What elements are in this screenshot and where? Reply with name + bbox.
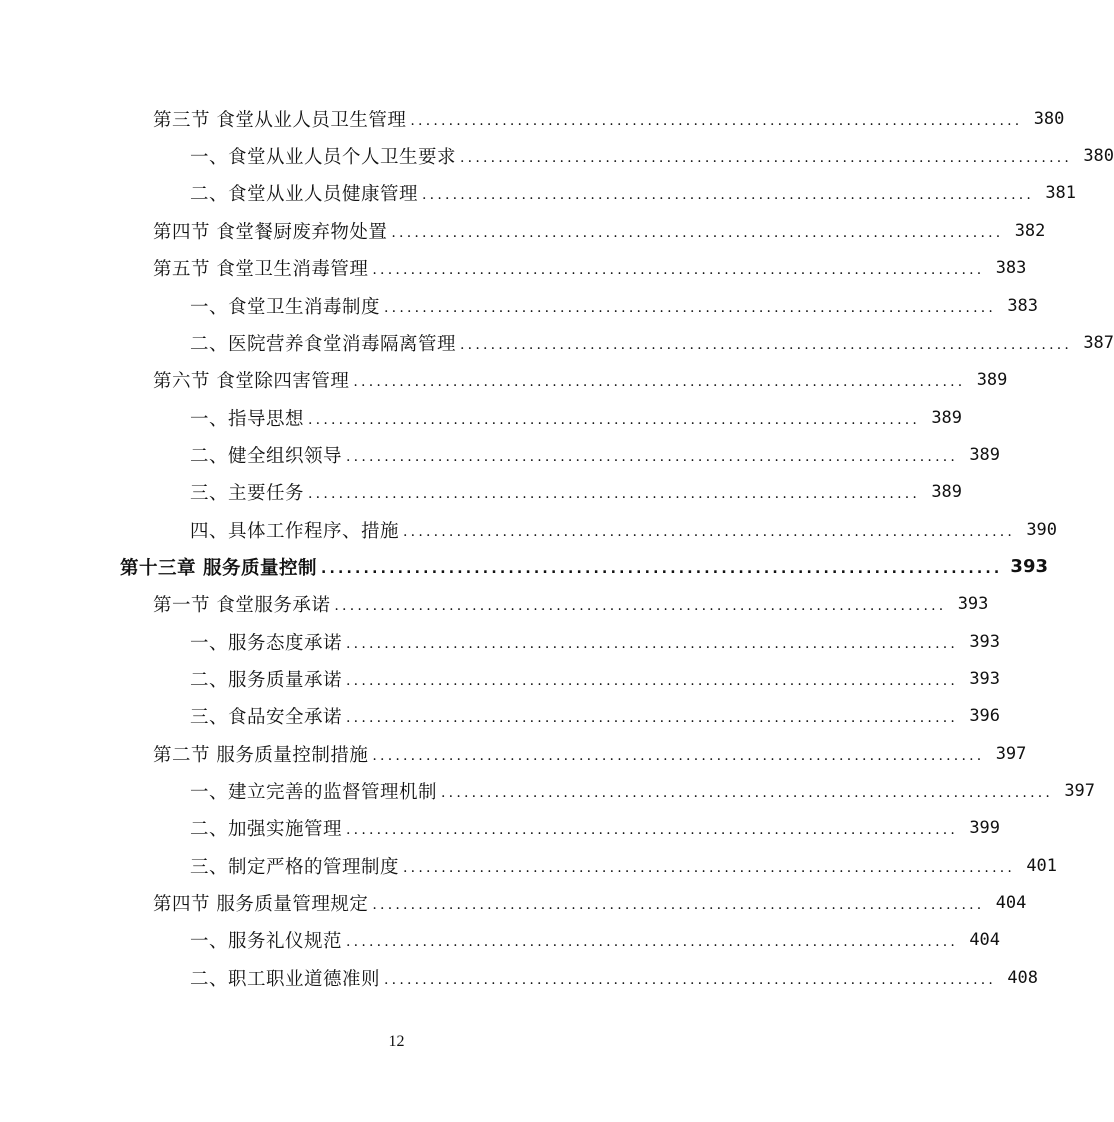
dot-leader: ................................................................................ (441, 784, 1054, 801)
toc-entry-page: 383 (995, 257, 1027, 278)
dot-leader: ................................................................................ (372, 747, 985, 764)
toc-entry-title: 三、主要任务 (190, 482, 305, 504)
toc-entry-page: 387 (1083, 332, 1114, 353)
toc-entry-item (190, 697, 1001, 734)
dot-leader: ................................................................................ (403, 859, 1016, 876)
toc-entry-title: 一、食堂从业人员个人卫生要求 (190, 146, 457, 168)
toc-entry-page: 390 (1026, 519, 1058, 540)
toc-entry-title: 第六节 食堂除四害管理 (153, 370, 350, 392)
toc-entry-item (190, 436, 1001, 473)
toc-entry-title: 四、具体工作程序、措施 (190, 520, 400, 542)
toc-entry-page: 408 (1007, 967, 1039, 988)
dot-leader: ................................................................................ (422, 186, 1035, 203)
toc-entry-page: 393 (957, 593, 989, 614)
toc-entry-item (190, 287, 1039, 324)
dot-leader: ................................................................................ (384, 299, 997, 316)
toc-entry-page: 389 (931, 407, 963, 428)
toc-entry-title: 一、食堂卫生消毒制度 (190, 296, 381, 318)
toc-entry-title: 一、指导思想 (190, 408, 305, 430)
toc-entry-item (190, 511, 1058, 548)
dot-leader: ................................................................................ (460, 336, 1073, 353)
toc-entry-title: 第一节 食堂服务承诺 (153, 594, 331, 616)
dot-leader: ................................................................................ (410, 112, 1023, 129)
toc-entry-title: 第三节 食堂从业人员卫生管理 (153, 109, 407, 131)
toc-entry-title: 二、健全组织领导 (190, 445, 343, 467)
toc-entry-page: 380 (1083, 145, 1114, 166)
toc-entry-title: 二、食堂从业人员健康管理 (190, 183, 419, 205)
toc-entry-page: 382 (1014, 220, 1046, 241)
dot-leader: ................................................................................ (372, 261, 985, 278)
toc-entry-page: 389 (931, 481, 963, 502)
dot-leader: ................................................................................ (346, 672, 959, 689)
toc-entry-page: 397 (1064, 780, 1096, 801)
toc-entry-section (153, 100, 1065, 137)
toc-entry-title: 二、职工职业道德准则 (190, 968, 381, 990)
toc-entry-item (190, 660, 1001, 697)
toc-entry-page: 396 (969, 705, 1001, 726)
toc-entry-page: 393 (969, 668, 1001, 689)
toc-entry-section (153, 249, 1027, 286)
toc-entry-page: 399 (969, 817, 1001, 838)
toc-entry-title: 第二节 服务质量控制措施 (153, 744, 369, 766)
toc-entry-title: 一、建立完善的监督管理机制 (190, 781, 438, 803)
toc-entry-section (153, 361, 1008, 398)
dot-leader: ................................................................................ (353, 373, 966, 390)
dot-leader: ................................................................................ (346, 821, 959, 838)
dot-leader: ................................................................................ (384, 971, 997, 988)
dot-leader: ................................................................................ (308, 485, 921, 502)
toc-entry-item (190, 324, 1114, 361)
toc-entry-title: 第四节 食堂餐厨废弃物处置 (153, 221, 388, 243)
toc-entry-item (190, 809, 1001, 846)
toc-entry-title: 二、服务质量承诺 (190, 669, 343, 691)
dot-leader: ................................................................................ (320, 560, 1003, 577)
dot-leader: ................................................................................ (460, 149, 1073, 166)
toc-entry-page: 404 (969, 929, 1001, 950)
toc-entry-title: 第四节 服务质量管理规定 (153, 893, 369, 915)
toc-entry-page: 383 (1007, 295, 1039, 316)
toc-entry-section (153, 585, 989, 622)
dot-leader: ................................................................................ (346, 635, 959, 652)
toc-entry-section (153, 884, 1027, 921)
toc-entry-item (190, 623, 1001, 660)
toc-entry-item (190, 399, 963, 436)
toc-entry-page: 404 (995, 892, 1027, 913)
dot-leader: ................................................................................ (346, 448, 959, 465)
toc-entry-title: 二、医院营养食堂消毒隔离管理 (190, 333, 457, 355)
toc-entry-item (190, 847, 1058, 884)
toc-entry-page: 380 (1033, 108, 1065, 129)
toc-entry-item (190, 959, 1039, 996)
toc-entry-page: 393 (969, 631, 1001, 652)
dot-leader: ................................................................................ (346, 709, 959, 726)
toc-entry-page: 401 (1026, 855, 1058, 876)
toc-entry-title: 二、加强实施管理 (190, 818, 343, 840)
toc-entry-page: 389 (976, 369, 1008, 390)
toc-entry-item (190, 772, 1096, 809)
dot-leader: ................................................................................ (308, 411, 921, 428)
toc-entry-title: 三、制定严格的管理制度 (190, 856, 400, 878)
dot-leader: ................................................................................ (372, 896, 985, 913)
dot-leader: ................................................................................ (334, 597, 947, 614)
toc-entry-title: 一、服务态度承诺 (190, 632, 343, 654)
toc-entry-item (190, 473, 963, 510)
toc-entry-title: 第十三章 服务质量控制 (120, 557, 317, 579)
toc-entry-title: 一、服务礼仪规范 (190, 930, 343, 952)
dot-leader: ................................................................................ (346, 933, 959, 950)
toc-entry-chapter (120, 548, 1048, 585)
dot-leader: ................................................................................ (391, 224, 1004, 241)
toc-entry-title: 第五节 食堂卫生消毒管理 (153, 258, 369, 280)
toc-entry-page: 393 (1010, 556, 1048, 577)
dot-leader: ................................................................................ (403, 523, 1016, 540)
toc-entry-page: 389 (969, 444, 1001, 465)
toc-entry-section (153, 212, 1046, 249)
page-number: 12 (388, 1033, 405, 1050)
toc-entry-item (190, 137, 1114, 174)
toc-entry-title: 三、食品安全承诺 (190, 706, 343, 728)
toc-entry-page: 397 (995, 743, 1027, 764)
toc-entry-item (190, 921, 1001, 958)
toc-entry-section (153, 735, 1027, 772)
toc-entry-item (190, 174, 1077, 211)
toc-entry-page: 381 (1045, 182, 1077, 203)
